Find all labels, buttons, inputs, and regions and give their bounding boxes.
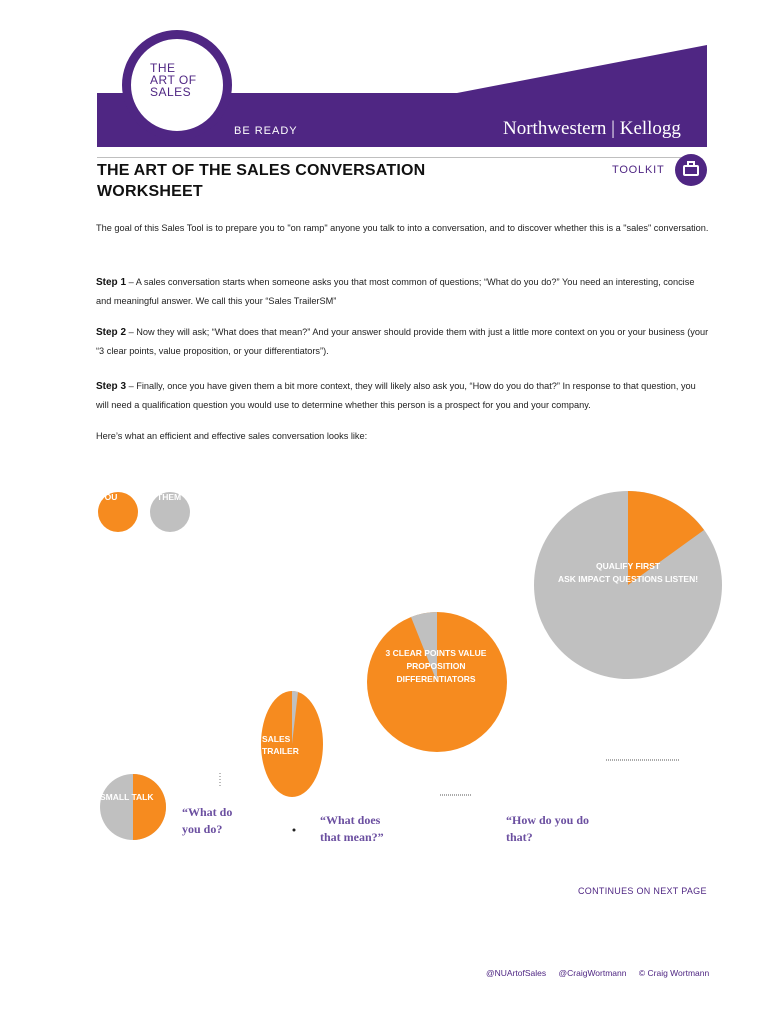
step-1-text: – A sales conversation starts when someone asks you that most common of questions; “What do you do?” You need an interesting, concise and meaningful answer. We call this your “Sales TrailerSM” bbox=[96, 277, 695, 306]
logo-line-3: SALES bbox=[150, 85, 192, 99]
title-rule bbox=[97, 157, 693, 158]
continues-link[interactable]: CONTINUES ON NEXT PAGE bbox=[578, 886, 707, 896]
step-1-label: Step 1 bbox=[96, 277, 127, 288]
question-how-do-you-do-that bbox=[506, 812, 616, 846]
step-2-label: Step 2 bbox=[96, 327, 127, 338]
clear-points-label-2: PROPOSITION bbox=[406, 661, 466, 671]
small-talk-label: SMALL TALK bbox=[100, 792, 154, 802]
sales-trailer-label-2: TRAILER bbox=[262, 746, 299, 756]
clear-points-label-3: DIFFERENTIATORS bbox=[396, 674, 476, 684]
footer bbox=[486, 968, 719, 978]
question-1-line-1: “What do bbox=[182, 805, 233, 819]
toolkit-label: TOOLKIT bbox=[612, 164, 665, 176]
clear-points-label-1: 3 CLEAR POINTS VALUE bbox=[385, 648, 487, 658]
briefcase-icon bbox=[675, 154, 707, 186]
qualify-pie bbox=[534, 491, 722, 679]
legend-them-label: THEM bbox=[157, 492, 182, 502]
goal-paragraph: The goal of this Sales Tool is to prepare you to "on ramp" anyone you talk to into a conversation, and to discover whether this is a "sales" conversation. bbox=[96, 223, 709, 233]
question-1-line-2: you do? bbox=[182, 822, 223, 836]
question-what-do-you-do bbox=[182, 804, 272, 838]
footer-copyright: © Craig Wortmann bbox=[638, 968, 710, 978]
small-talk-pie bbox=[100, 774, 166, 840]
question-3-line-1: “How do you do bbox=[506, 813, 590, 827]
brand-wordmark: Northwestern | Kellogg bbox=[503, 118, 681, 139]
step-3-paragraph bbox=[96, 377, 711, 414]
tagline: BE READY bbox=[234, 125, 298, 137]
conversation-diagram bbox=[0, 470, 768, 870]
sales-trailer-label-1: SALES bbox=[262, 734, 291, 744]
clear-points-pie bbox=[367, 612, 507, 752]
question-2-line-2: that mean?” bbox=[320, 830, 384, 844]
question-what-does-that-mean bbox=[320, 812, 420, 846]
qualify-label-2: ASK IMPACT QUESTIONS LISTEN! bbox=[557, 574, 699, 584]
footer-handle-1: @NUArtofSales bbox=[486, 968, 547, 978]
logo-line-2: ART OF bbox=[150, 73, 197, 87]
logo-text bbox=[150, 62, 220, 98]
question-3-line-2: that? bbox=[506, 830, 533, 844]
step-1-paragraph bbox=[96, 273, 711, 310]
sales-trailer-pie bbox=[261, 691, 323, 797]
step-2-paragraph bbox=[96, 323, 711, 360]
step-3-label: Step 3 bbox=[96, 381, 127, 392]
logo-line-1: THE bbox=[150, 61, 176, 75]
qualify-label-1: QUALIFY FIRST bbox=[595, 561, 661, 571]
step-3-text: – Finally, once you have given them a bit more context, they will likely also ask you, “How do you do that?” In response to that question, you will need a qualification question you would use to determine whether this person is a prospect for you and your company. bbox=[96, 381, 696, 410]
page-title: THE ART OF THE SALES CONVERSATION WORKSHEET bbox=[97, 162, 426, 200]
intro-paragraph: Here’s what an efficient and effective sales conversation looks like: bbox=[96, 431, 368, 441]
footer-handle-2: @CraigWortmann bbox=[558, 968, 627, 978]
question-2-line-1: “What does bbox=[320, 813, 381, 827]
legend-you-label: YOU bbox=[99, 492, 118, 502]
step-2-text: – Now they will ask; “What does that mean?” And your answer should provide them with just a little more context on you or your business (your “3 clear points, value proposition, or your differentiators”). bbox=[96, 327, 709, 356]
